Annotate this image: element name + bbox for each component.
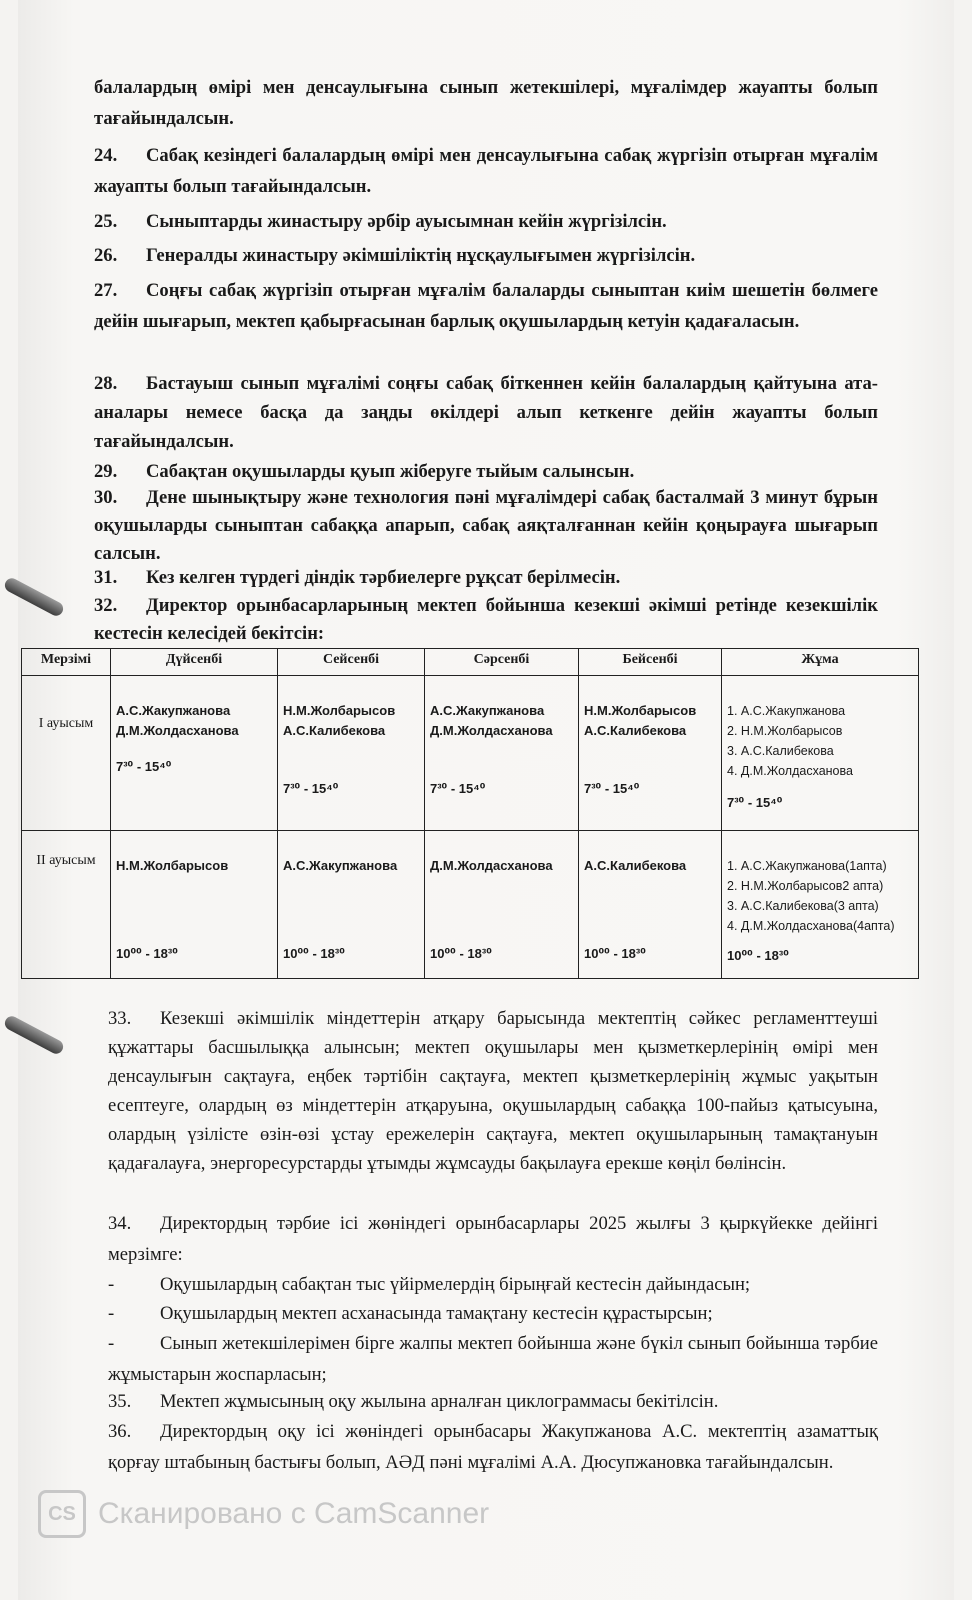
paragraph-33: 33. Кезекші әкімшілік міндеттерін атқару барысында мектептің сәйкес регламенттеуші құжаттары басшылыққа алынсын; мектеп оқушылары мен қызметкерлерінің өмірі мен денсаулығын сақтауға, еңбек тәртібін сақтауға, мектеп қызметкерлерінің жұмыс уақытын есептеуге, олардың өз міндеттерін атқаруына, оқушылардың сабаққа 100-пайыз қатысуына, олардың үзілісте өзін-өзі ұстау ережелерін сақтауға, мектеп оқушыларының тамақтануын қадағалауға, энергоресурстарды ұтымды жұмсауды бақылауға ерекше көңіл бөлінсін.	[108, 1008, 878, 1174]
paragraph-35: 35. Мектеп жұмысының оқу жылына арналған циклограммасы бекітілсін.	[108, 1391, 719, 1412]
table-row-shift-1	[22, 676, 919, 831]
duty-time: 7³⁰ - 15⁴⁰	[116, 759, 172, 774]
duty-time: 10⁰⁰ - 18³⁰	[727, 948, 789, 963]
duty-time: 7³⁰ - 15⁴⁰	[283, 781, 339, 796]
list-item: 4. Д.М.Жолдасханова	[727, 764, 853, 778]
bullet-3: - Сынып жетекшілерімен бірге жалпы мектеп бойынша және бүкіл сынып бойынша тәрбие жұмыстарын жоспарласын;	[108, 1333, 878, 1385]
table-cell	[425, 676, 579, 831]
table-cell	[425, 831, 579, 979]
duty-schedule-table	[21, 648, 919, 979]
bullet-1: - Оқушылардың сабақтан тыс үйірмелердің бірыңғай кестесін дайындасын;	[108, 1274, 751, 1295]
table-cell	[278, 831, 425, 979]
duty-time: 10⁰⁰ - 18³⁰	[116, 946, 178, 961]
duty-time: 10⁰⁰ - 18³⁰	[430, 946, 492, 961]
duty-names: Д.М.Жолдасханова	[430, 858, 553, 873]
list-item: 3. А.С.Калибекова(3 апта)	[727, 899, 879, 913]
header-wednesday: Сәрсенбі	[425, 649, 579, 676]
list-item: 4. Д.М.Жолдасханова(4апта)	[727, 919, 895, 933]
header-monday: Дүйсенбі	[111, 649, 278, 676]
list-item: 2. Н.М.Жолбарысов2 апта)	[727, 879, 884, 893]
table-cell-friday	[722, 676, 919, 831]
paragraph-28: 28. Бастауыш сынып мұғалімі соңғы сабақ біткеннен кейін балалардың қайтуына ата-аналары немесе басқа да заңды өкілдері алып кеткенге дейін жауапты болып тағайындалсын.	[94, 373, 878, 452]
table-cell-friday	[722, 831, 919, 979]
list-item: 3. А.С.Калибекова	[727, 744, 834, 758]
duty-names: А.С.Жакупжанова	[283, 858, 398, 873]
header-period: Мерзімі	[22, 649, 111, 676]
table-cell	[111, 676, 278, 831]
bullet-2: - Оқушылардың мектеп асханасында тамақтану кестесін құрастырсын;	[108, 1303, 713, 1324]
duty-names: Н.М.Жолбарысов А.С.Калибекова	[283, 703, 396, 738]
duty-names: А.С.Жакупжанова Д.М.Жолдасханова	[116, 703, 239, 738]
paragraph-cont: балалардың өмірі мен денсаулығына сынып жетекшілері, мұғалімдер жауапты болып тағайындалсын.	[94, 77, 878, 129]
duty-names: А.С.Жакупжанова Д.М.Жолдасханова	[430, 703, 553, 738]
duty-names: А.С.Калибекова	[584, 858, 687, 873]
shift-label: ІІ ауысым	[22, 831, 111, 979]
duty-time: 7³⁰ - 15⁴⁰	[584, 781, 640, 796]
table-header-row	[22, 649, 919, 676]
table-cell	[579, 676, 722, 831]
duty-time: 10⁰⁰ - 18³⁰	[283, 946, 345, 961]
table-cell	[111, 831, 278, 979]
paragraph-31: 31. Кез келген түрдегі діндік тәрбиелерге рұқсат берілмесін.	[94, 567, 621, 588]
duty-time: 7³⁰ - 15⁴⁰	[430, 781, 486, 796]
camscanner-logo-icon: CS	[38, 1490, 86, 1538]
paragraph-25: 25. Сыныптарды жинастыру әрбір ауысымнан кейін жүргізілсін.	[94, 211, 667, 232]
header-thursday: Бейсенбі	[579, 649, 722, 676]
list-item: 1. А.С.Жакупжанова	[727, 704, 846, 718]
duty-names: Н.М.Жолбарысов	[116, 858, 229, 873]
watermark-text: Сканировано с CamScanner	[98, 1497, 490, 1530]
duty-names: Н.М.Жолбарысов А.С.Калибекова	[584, 703, 697, 738]
paragraph-32: 32. Директор орынбасарларының мектеп бойынша кезекші әкімші ретінде кезекшілік кестесін келесідей бекітсін:	[94, 595, 878, 644]
paragraph-27: 27. Соңғы сабақ жүргізіп отырған мұғалім балаларды сыныптан киім шешетін бөлмеге дейін шығарып, мектеп қабырғасынан барлық оқушылардың кетуін қадағаласын.	[94, 280, 878, 332]
duty-time: 10⁰⁰ - 18³⁰	[584, 946, 646, 961]
table-cell	[579, 831, 722, 979]
paragraph-26: 26. Генералды жинастыру әкімшіліктің нұсқаулығымен жүргізілсін.	[94, 245, 696, 266]
table-row-shift-2	[22, 831, 919, 979]
header-friday: Жұма	[722, 649, 919, 676]
header-tuesday: Сейсенбі	[278, 649, 425, 676]
paragraph-30: 30. Дене шынықтыру және технология пәні мұғалімдері сабақ басталмай 3 минут бұрын оқушыларды сыныптан сабаққа апарып, сабақ аяқталғаннан кейін қоңырауға шығарып салсын.	[94, 487, 878, 564]
paragraph-24: 24. Сабақ кезіндегі балалардың өмірі мен денсаулығына сабақ жүргізіп отырған мұғалім жауапты болып тағайындалсын.	[94, 145, 878, 197]
duty-time: 7³⁰ - 15⁴⁰	[727, 795, 783, 810]
paragraph-36: 36. Директордың оқу ісі жөніндегі орынбасары Жакупжанова А.С. мектептің азаматтық қорғау штабының бастығы болып, АӘД пәні мұғалімі А.А. Дюсупжановка тағайындалсын.	[108, 1421, 878, 1473]
shift-label: І ауысым	[22, 676, 111, 831]
paragraph-29: 29. Сабақтан оқушыларды қуып жіберуге тыйым салынсын.	[94, 461, 635, 482]
list-item: 2. Н.М.Жолбарысов	[727, 724, 843, 738]
paragraph-34: 34. Директордың тәрбие ісі жөніндегі орынбасарлары 2025 жылғы 3 қыркүйекке дейінгі мерзімге:	[108, 1213, 878, 1265]
table-cell	[278, 676, 425, 831]
list-item: 1. А.С.Жакупжанова(1апта)	[727, 859, 887, 873]
camscanner-watermark	[38, 1490, 489, 1538]
